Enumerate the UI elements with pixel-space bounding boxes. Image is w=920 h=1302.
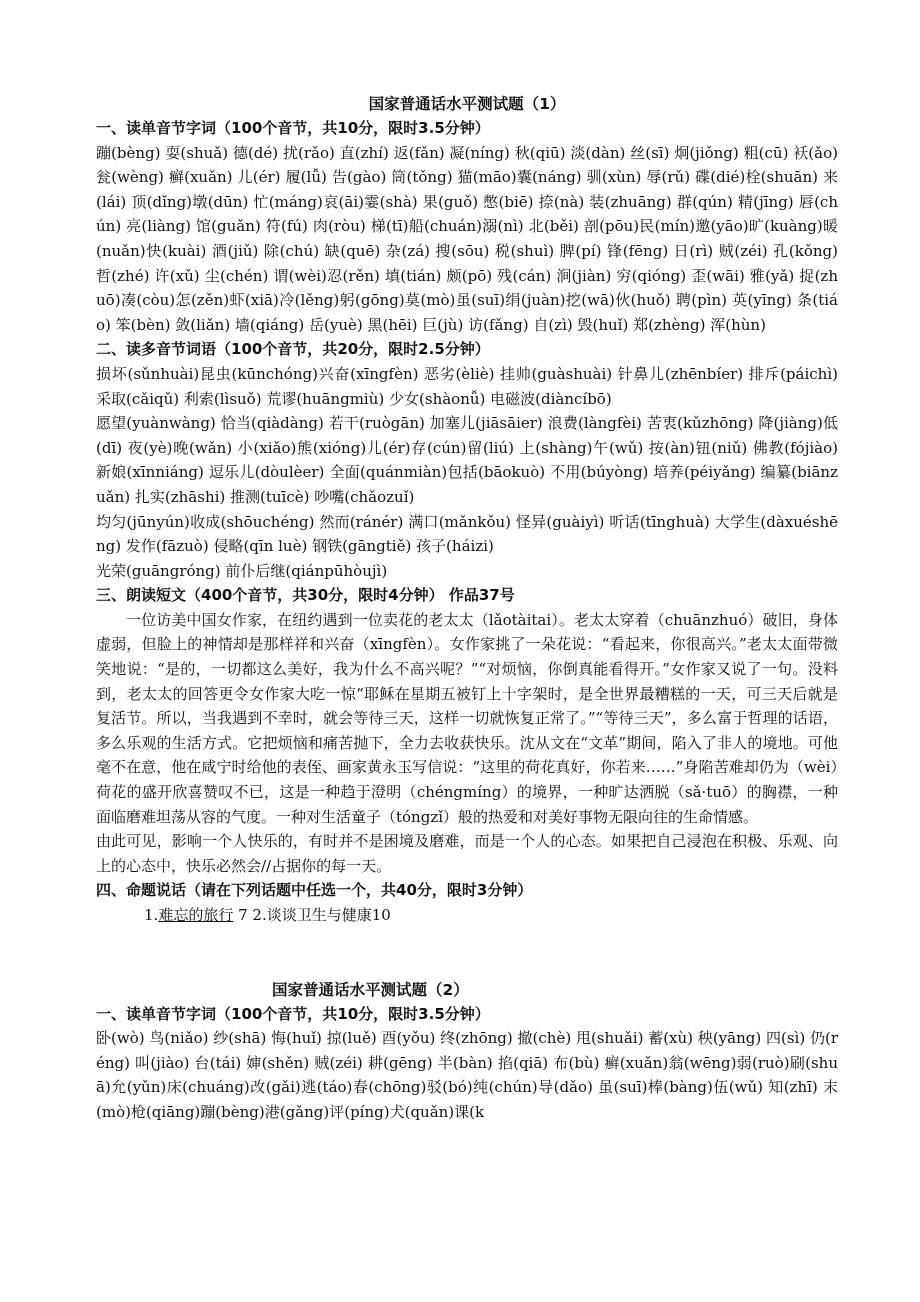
section-1-heading: 一、读单音节字词（100个音节，共10分，限时3.5分钟）	[96, 119, 490, 137]
monosyllable-list: 蹦(bèng) 耍(shuǎ) 德(dé) 扰(rǎo) 直(zhí) 返(fǎn) 凝(níng) 秋(qiū) 淡(dàn) 丝(sī) 炯(jiǒng) 粗(cū) 袄(ǎo) 瓮(wèng) 癣(xuǎn) 儿(ér) 履(lǚ) 告(gào) 筒(tǒng) 猫(māo)囊(náng) 驯(xùn) 辱(rǔ) 碟(dié)栓(shuān) 来(lái) 顶(dǐng)墩(dūn) 忙(máng)哀(āi)霎(shà) 果(guǒ) 憋(biē) 捺(nà) 装(zhuāng) 群(qún) 精(jīng) 唇(chún) 亮(liàng) 馆(guǎn) 符(fú) 肉(ròu) 梯(tī)船(chuán)溺(nì) 北(běi) 剖(pōu)民(mín)邀(yāo)旷(kuàng)暖(nuǎn)快(kuài) 酒(jiǔ) 除(chú) 缺(quē) 杂(zá) 搜(sōu) 税(shuì) 脾(pí) 锋(fēng) 日(rì) 贼(zéi) 孔(kǒng) 哲(zhé) 许(xǔ) 尘(chén) 谓(wèi)忍(rěn) 填(tián) 颇(pō) 残(cán) 涧(jiàn) 穷(qióng) 歪(wāi) 雅(yǎ) 捉(zhuō)凑(còu)怎(zěn)虾(xiā)冷(lěng)躬(gōng)莫(mò)虽(suī)绢(juàn)挖(wā)伙(huǒ) 聘(pìn) 英(yīng) 条(tiáo) 笨(bèn) 敛(liǎn) 墙(qiáng) 岳(yuè) 黑(hēi) 巨(jù) 访(fǎng) 自(zì) 毁(huǐ) 郑(zhèng) 浑(hùn)	[96, 143, 838, 334]
topic-tail: 7 2.谈谈卫生与健康10	[233, 906, 391, 924]
topic-1-number: 1.	[144, 906, 159, 924]
multisyllable-line-3: 均匀(jūnyún)收成(shōuchéng) 然而(ránér) 满口(mǎnkǒu) 怪异(guàiyì) 听话(tīnghuà) 大学生(dàxuéshēng) 发作(fāzuò) 侵略(qīn luè) 钢铁(gāngtiě) 孩子(háizi)	[96, 512, 838, 556]
test-1-title: 国家普通话水平测试题（1）	[368, 95, 566, 113]
reading-passage: 一位访美中国女作家，在纽约遇到一位卖花的老太太（lǎotàitai）。老太太穿着（chuānzhuó）破旧，身体虚弱，但脸上的神情却是那样祥和兴奋（xīngfèn）。女作家挑了一朵花说：“看起来，你很高兴。”老太太面带微笑地说：“是的，一切都这么美好，我为什么不高兴呢？”“对烦恼，你倒真能看得开。”女作家又说了一句。没料到，老太太的回答更令女作家大吃一惊“耶稣在星期五被钉上十字架时，是全世界最糟糕的一天，可三天后就是复活节。所以，当我遇到不幸时，就会等待三天，这样一切就恢复正常了。”“等待三天”，多么富于哲理的话语，多么乐观的生活方式。它把烦恼和痛苦抛下，全力去收获快乐。沈从文在“文革”期间，陷入了非人的境地。可他毫不在意，他在咸宁时给他的表侄、画家黄永玉写信说：“这里的荷花真好，你若来……”身陷苦难却仍为（wèi）荷花的盛开欣喜赞叹不已，这是一种趋于澄明（chéngmíng）的境界，一种旷达洒脱（sǎ·tuō）的胸襟，一种面临磨难坦荡从容的气度。一种对生活童子（tóngzǐ）般的热爱和对美好事物无限向往的生命情感。	[96, 610, 838, 826]
section-3-heading: 三、朗读短文（400个音节，共30分，限时4分钟） 作品37号	[96, 586, 515, 605]
test-2-section-1-heading: 一、读单音节字词（100个音节，共10分，限时3.5分钟）	[96, 1004, 490, 1023]
section-2-heading: 二、读多音节词语（100个音节，共20分，限时2.5分钟）	[96, 340, 490, 359]
multisyllable-line-2: 愿望(yuànwàng) 恰当(qiàdàng) 若干(ruògān) 加塞儿(jiāsāier) 浪费(làngfèi) 苦衷(kǔzhōng) 降(jiàng)低(dī) 夜(yè)晚(wǎn) 小(xiǎo)熊(xióng)儿(ér)存(cún)留(liú) 上(shàng)午(wǔ) 按(àn)钮(niǔ) 佛教(fójiào) 新娘(xīnniáng) 逗乐儿(dòulèer) 全面(quánmiàn)包括(bāokuò) 不用(búyòng) 培养(péiyǎng) 编纂(biānzuǎn) 扎实(zhāshi) 推测(tuīcè) 吵嘴(chǎozuǐ)	[96, 414, 838, 506]
test-1	[96, 92, 838, 928]
multisyllable-line-4: 光荣(guāngróng) 前仆后继(qiánpūhòujì)	[96, 561, 388, 580]
section-gap	[96, 928, 838, 978]
multisyllable-line-1: 损坏(sǔnhuài)昆虫(kūnchóng)兴奋(xīngfèn) 恶劣(èliè) 挂帅(guàshuài) 针鼻儿(zhēnbíer) 排斥(páichì) 采取(cǎiqǔ) 利索(lìsuǒ) 荒谬(huāngmiù) 少女(shàonǚ) 电磁波(diàncíbō)	[96, 364, 838, 408]
test-2	[96, 978, 838, 1125]
test-2-title: 国家普通话水平测试题（2）	[272, 980, 469, 999]
test-2-monosyllable-list: 卧(wò) 鸟(niǎo) 纱(shā) 悔(huǐ) 掠(luě) 酉(yǒu) 终(zhōng) 撤(chè) 甩(shuǎi) 蓄(xù) 秧(yāng) 四(sì) 仍(réng) 叫(jiào) 台(tái) 婶(shěn) 贼(zéi) 耕(gēng) 半(bàn) 掐(qiā) 布(bù) 癣(xuǎn)翁(wēng)弱(ruò)刷(shuā)允(yǔn)床(chuáng)改(gǎi)逃(táo)春(chōng)驳(bó)纯(chún)导(dǎo) 虽(suī)棒(bàng)伍(wǔ) 知(zhī) 末(mò)枪(qiāng)蹦(bèng)港(gǎng)评(píng)犬(quǎn)课(k	[96, 1029, 838, 1121]
reading-passage-end: 由此可见，影响一个人快乐的，有时并不是困境及磨难，而是一个人的心态。如果把自己浸泡在积极、乐观、向上的心态中，快乐必然会//占据你的每一天。	[96, 832, 838, 875]
topic-1-text: 难忘的旅行	[158, 906, 234, 924]
speaking-topics	[96, 903, 838, 928]
section-4-heading: 四、命题说话（请在下列话题中任选一个，共40分，限时3分钟）	[96, 881, 533, 900]
